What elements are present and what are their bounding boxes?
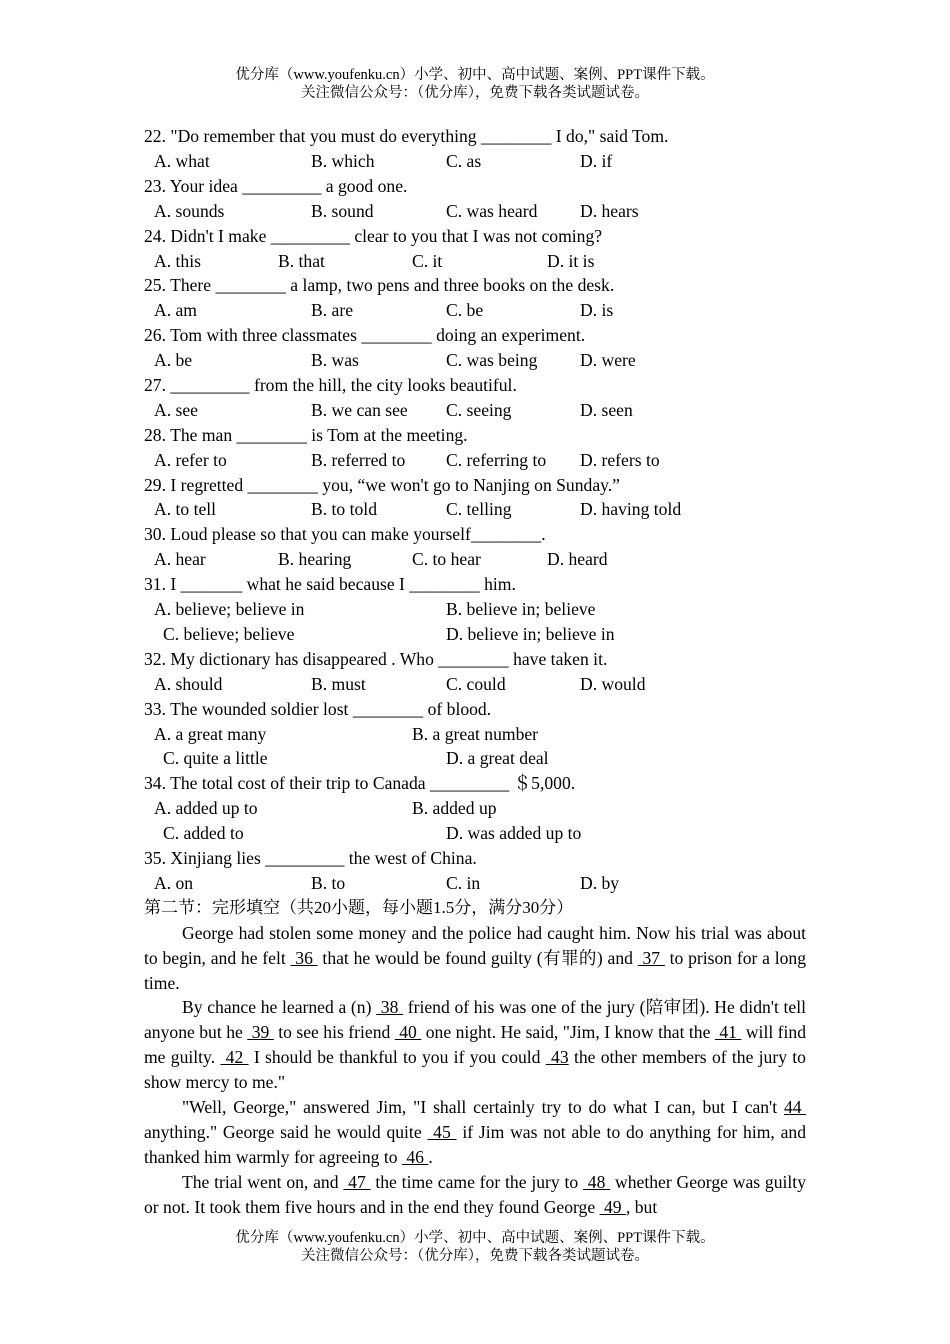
cloze-paragraph-4 <box>144 1170 806 1220</box>
blank-37: 37 <box>637 947 665 968</box>
option-b: B. to told <box>311 499 377 520</box>
option-c: C. be <box>446 300 484 321</box>
question-stem: 22. "Do remember that you must do everything ________ I do," said Tom. <box>144 126 669 146</box>
question-stem: 27. _________ from the hill, the city looks beautiful. <box>144 374 517 395</box>
question-stem: 25. There ________ a lamp, two pens and three books on the desk. <box>144 275 615 296</box>
header-line-1: 优分库（www.youfenku.cn）小学、初中、高中试题、案例、PPT课件下载。 <box>235 67 715 83</box>
question-stem: 30. Loud please so that you can make yourself________. <box>144 524 546 545</box>
paragraph-text: to see his friend <box>273 1022 395 1043</box>
option-a: A. sounds <box>154 200 225 221</box>
option-a: A. see <box>154 399 198 420</box>
question-stem: 35. Xinjiang lies _________ the west of China. <box>144 848 477 869</box>
question-stem: 26. Tom with three classmates ________ doing an experiment. <box>144 325 586 346</box>
blank-40: 40 <box>394 1022 422 1043</box>
paragraph-text: The trial went on, and <box>182 1171 344 1192</box>
cloze-paragraph-2 <box>144 995 806 1095</box>
option-c: C. seeing <box>446 399 512 420</box>
option-row <box>144 796 806 821</box>
paragraph-text: "Well, George," answered Jim, "I shall certainly try to do what I can, but I can't <box>182 1097 784 1118</box>
option-c: C. it <box>412 250 443 271</box>
option-d: D. believe in; believe in <box>446 623 615 644</box>
option-d: D. is <box>580 300 614 321</box>
option-row <box>144 448 806 473</box>
option-c: C. referring to <box>446 449 547 470</box>
paragraph-text: friend of his was one of the jury (陪审团). He didn't tell anyone but he <box>144 997 806 1043</box>
blank-49: 49 <box>599 1196 626 1217</box>
option-d: D. were <box>580 350 636 371</box>
paragraph-text: if Jim was not able to do anything for him, and thanked him warmly for agreeing to <box>144 1121 806 1167</box>
footer-line-2: 关注微信公众号：（优分库），免费下载各类试题试卷。 <box>301 1248 649 1264</box>
option-a: A. believe; believe in <box>154 599 305 620</box>
paragraph-text: George had stolen some money and the police had caught him. Now his trial was about to begin, and he felt <box>144 922 806 968</box>
option-row <box>144 547 806 572</box>
blank-45: 45 <box>427 1121 457 1142</box>
option-row <box>144 746 806 771</box>
option-b: B. are <box>311 300 354 321</box>
option-b: B. we can see <box>311 399 408 420</box>
option-a: A. to tell <box>154 499 217 520</box>
blank-41: 41 <box>714 1022 742 1043</box>
option-row <box>144 149 806 174</box>
paragraph-text: , but <box>625 1196 658 1217</box>
option-c: C. was heard <box>446 200 538 221</box>
option-row <box>144 871 806 896</box>
option-a: A. this <box>154 250 201 271</box>
option-row <box>144 722 806 747</box>
question-stem: 31. I _______ what he said because I ________ him. <box>144 574 516 595</box>
option-row <box>144 622 806 647</box>
option-c: C. was being <box>446 350 538 371</box>
option-b: B. sound <box>311 200 374 221</box>
cloze-paragraph-3 <box>144 1095 806 1170</box>
option-c: C. quite a little <box>163 748 268 769</box>
option-a: A. a great many <box>154 723 267 744</box>
option-c: C. in <box>446 872 481 893</box>
option-a: A. am <box>154 300 197 321</box>
blank-43: 43 <box>545 1047 569 1068</box>
paragraph-text: the time came for the jury to <box>370 1171 583 1192</box>
blank-38: 38 <box>376 997 404 1018</box>
paragraph-text: will find me guilty. <box>144 1022 807 1068</box>
option-c: C. believe; believe <box>163 623 295 644</box>
paragraph-text: one night. He said, "Jim, I know that the <box>421 1022 715 1043</box>
header-line-2: 关注微信公众号：（优分库），免费下载各类试题试卷。 <box>301 85 649 101</box>
question-stem: 34. The total cost of their trip to Canada _________ ＄5,000. <box>144 773 576 794</box>
option-b: B. believe in; believe <box>446 599 596 620</box>
blank-39: 39 <box>247 1022 274 1043</box>
option-d: D. a great deal <box>446 748 549 769</box>
page-footer <box>0 1229 950 1265</box>
exam-content <box>144 124 806 1220</box>
option-a: A. hear <box>154 549 206 570</box>
option-c: C. telling <box>446 499 512 520</box>
option-c: C. as <box>446 150 482 171</box>
option-b: B. was <box>311 350 359 371</box>
option-a: A. should <box>154 673 223 694</box>
paragraph-text: the other members of the jury to show mercy to me." <box>144 1047 806 1093</box>
question-list <box>144 124 806 896</box>
option-a: A. what <box>154 150 210 171</box>
question-stem: 32. My dictionary has disappeared . Who ________ have taken it. <box>144 648 608 669</box>
option-row <box>144 672 806 697</box>
question-stem: 23. Your idea _________ a good one. <box>144 175 408 196</box>
paragraph-text: whether George was guilty or not. It took them five hours and in the end they found George <box>144 1171 806 1217</box>
option-d: D. hears <box>580 200 639 221</box>
option-b: B. hearing <box>278 549 352 570</box>
option-b: B. to <box>311 872 346 893</box>
option-row <box>144 249 806 274</box>
option-row <box>144 821 806 846</box>
option-row <box>144 497 806 522</box>
blank-47: 47 <box>343 1171 371 1192</box>
footer-line-1: 优分库（www.youfenku.cn）小学、初中、高中试题、案例、PPT课件下载。 <box>235 1230 715 1246</box>
blank-48: 48 <box>582 1171 611 1192</box>
option-b: B. that <box>278 250 325 271</box>
page-header <box>0 66 950 102</box>
blank-44: 44 <box>784 1097 806 1118</box>
option-a: A. added up to <box>154 798 258 819</box>
option-row <box>144 348 806 373</box>
paragraph-text: . <box>428 1146 433 1167</box>
option-d: D. heard <box>547 549 608 570</box>
option-c: C. added to <box>163 823 244 844</box>
option-row <box>144 597 806 622</box>
option-row <box>144 298 806 323</box>
option-d: D. by <box>580 872 620 893</box>
option-d: D. it is <box>547 250 595 271</box>
option-b: B. must <box>311 673 366 694</box>
blank-42: 42 <box>220 1047 249 1068</box>
option-d: D. was added up to <box>446 823 582 844</box>
blank-46: 46 <box>401 1146 429 1167</box>
paragraph-text: that he would be found guilty (有罪的) and <box>317 947 638 968</box>
option-a: A. be <box>154 350 193 371</box>
option-row <box>144 398 806 423</box>
option-row <box>144 199 806 224</box>
option-d: D. if <box>580 150 613 171</box>
question-stem: 24. Didn't I make _________ clear to you that I was not coming? <box>144 225 603 246</box>
question-stem: 29. I regretted ________ you, “we won't go to Nanjing on Sunday.” <box>144 474 620 495</box>
option-d: D. would <box>580 673 646 694</box>
option-a: A. refer to <box>154 449 227 470</box>
option-d: D. having told <box>580 499 682 520</box>
option-b: B. added up <box>412 798 497 819</box>
question-stem: 33. The wounded soldier lost ________ of blood. <box>144 698 492 719</box>
blank-36: 36 <box>290 947 318 968</box>
option-c: C. could <box>446 673 506 694</box>
paragraph-text: anything." George said he would quite <box>144 1121 428 1142</box>
question-stem: 28. The man ________ is Tom at the meeting. <box>144 424 468 445</box>
option-b: B. a great number <box>412 723 539 744</box>
section-title: 第二节：完形填空（共20小题，每小题1.5分，满分30分） <box>144 897 574 917</box>
option-c: C. to hear <box>412 549 481 570</box>
option-b: B. referred to <box>311 449 406 470</box>
paragraph-text: I should be thankful to you if you could <box>248 1047 546 1068</box>
paragraph-text: to prison for a long time. <box>144 947 807 993</box>
option-d: D. refers to <box>580 449 660 470</box>
cloze-paragraph-1 <box>144 921 806 996</box>
option-d: D. seen <box>580 399 633 420</box>
option-a: A. on <box>154 872 194 893</box>
option-b: B. which <box>311 150 375 171</box>
paragraph-text: By chance he learned a (n) <box>182 997 377 1018</box>
